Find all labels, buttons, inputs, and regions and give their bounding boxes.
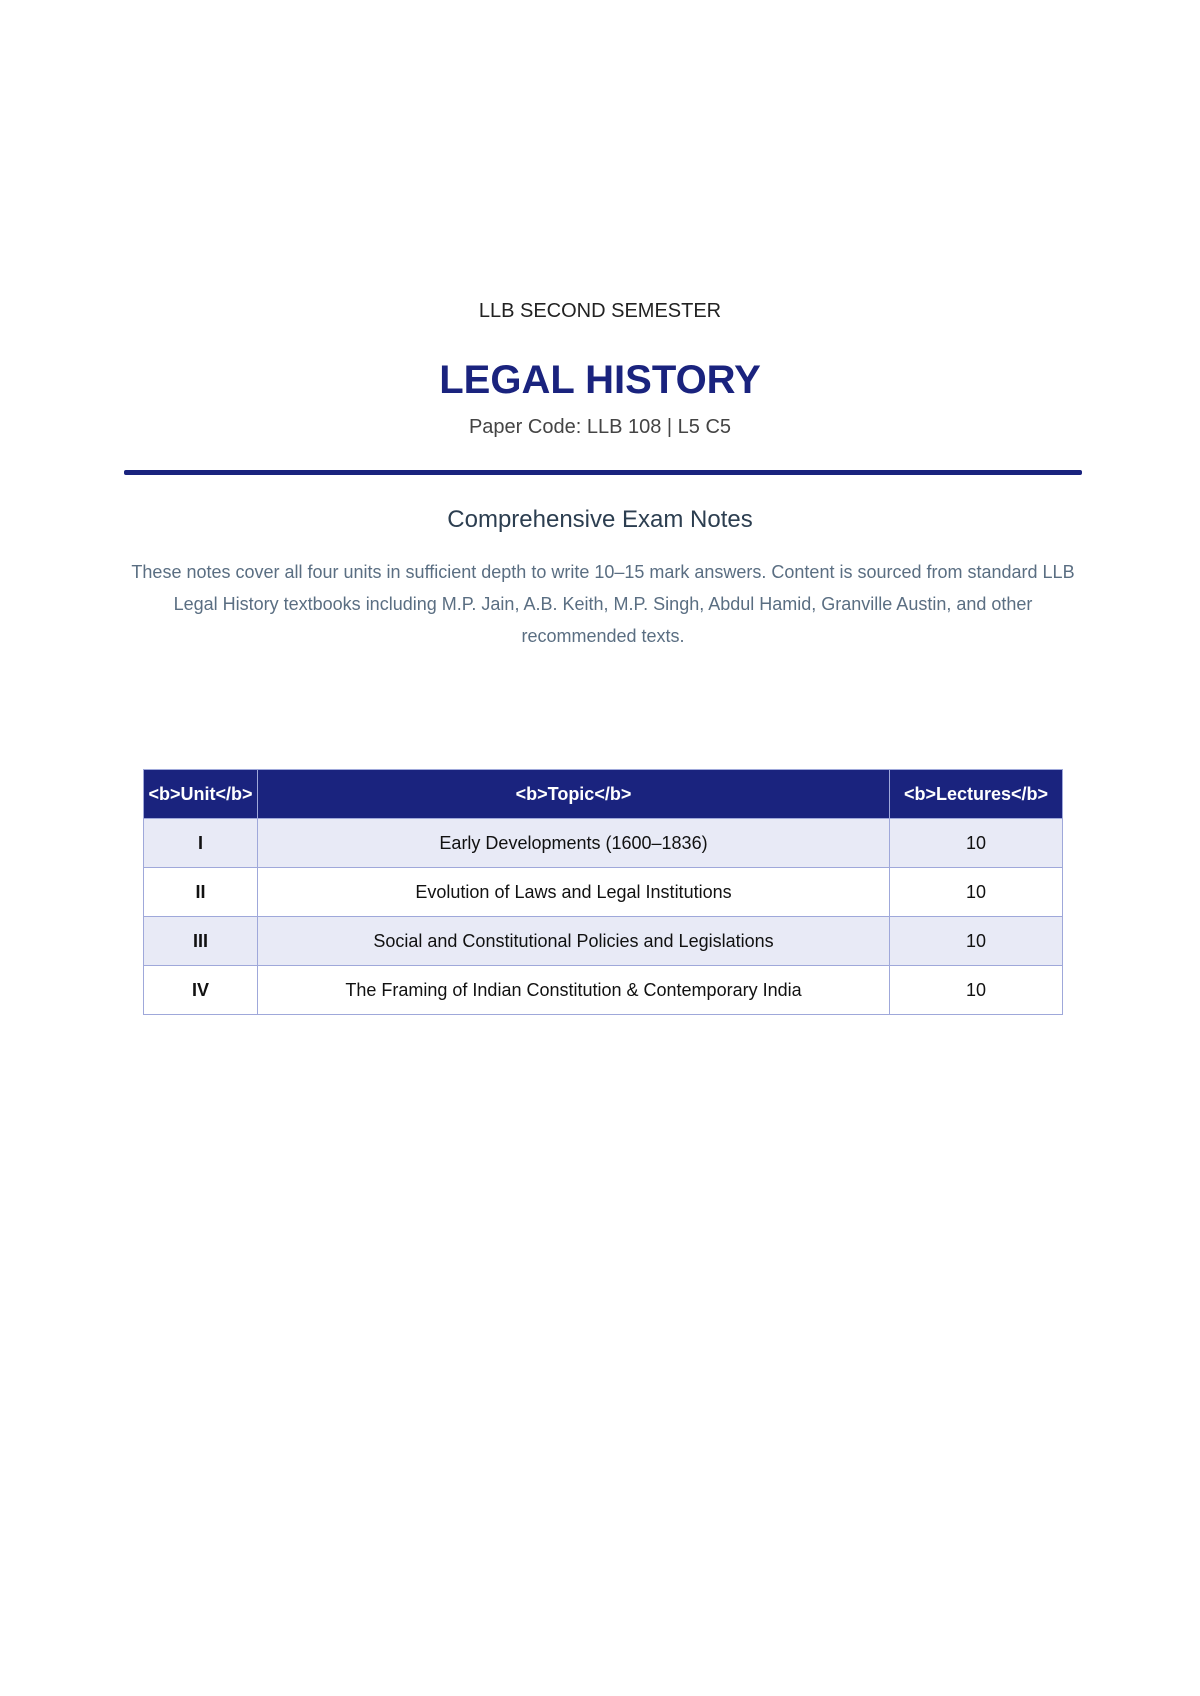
lectures-cell: 10: [890, 868, 1063, 917]
header-unit: <b>Unit</b>: [144, 770, 258, 819]
semester-label: LLB SECOND SEMESTER: [478, 300, 722, 322]
syllabus-table: [143, 769, 1063, 1015]
title-divider: [124, 470, 1082, 475]
lectures-cell: 10: [890, 966, 1063, 1015]
notes-subtitle: Comprehensive Exam Notes: [447, 506, 753, 533]
lectures-cell: 10: [890, 917, 1063, 966]
unit-cell: IV: [144, 966, 258, 1015]
table-row: [144, 819, 1063, 868]
page-title: LEGAL HISTORY: [439, 358, 761, 402]
unit-cell: I: [144, 819, 258, 868]
table-row: [144, 917, 1063, 966]
header-lectures: <b>Lectures</b>: [890, 770, 1063, 819]
topic-cell: Social and Constitutional Policies and Legislations: [257, 917, 889, 966]
topic-cell: Evolution of Laws and Legal Institutions: [257, 868, 889, 917]
topic-cell: The Framing of Indian Constitution & Contemporary India: [257, 966, 889, 1015]
table-row: [144, 868, 1063, 917]
unit-cell: III: [144, 917, 258, 966]
unit-cell: II: [144, 868, 258, 917]
paper-code: Paper Code: LLB 108 | L5 C5: [468, 416, 732, 438]
header-topic: <b>Topic</b>: [257, 770, 889, 819]
lectures-cell: 10: [890, 819, 1063, 868]
topic-cell: Early Developments (1600–1836): [257, 819, 889, 868]
intro-paragraph: These notes cover all four units in sufficient depth to write 10–15 mark answers. Content is sourced from standard LLB Legal History textbooks including M.P. Jain, A.B. Keith, M.P. Singh, Abdul Hamid, Granville Austin, and other recommended texts.: [131, 562, 1075, 646]
table-header-row: [144, 770, 1063, 819]
table-row: [144, 966, 1063, 1015]
